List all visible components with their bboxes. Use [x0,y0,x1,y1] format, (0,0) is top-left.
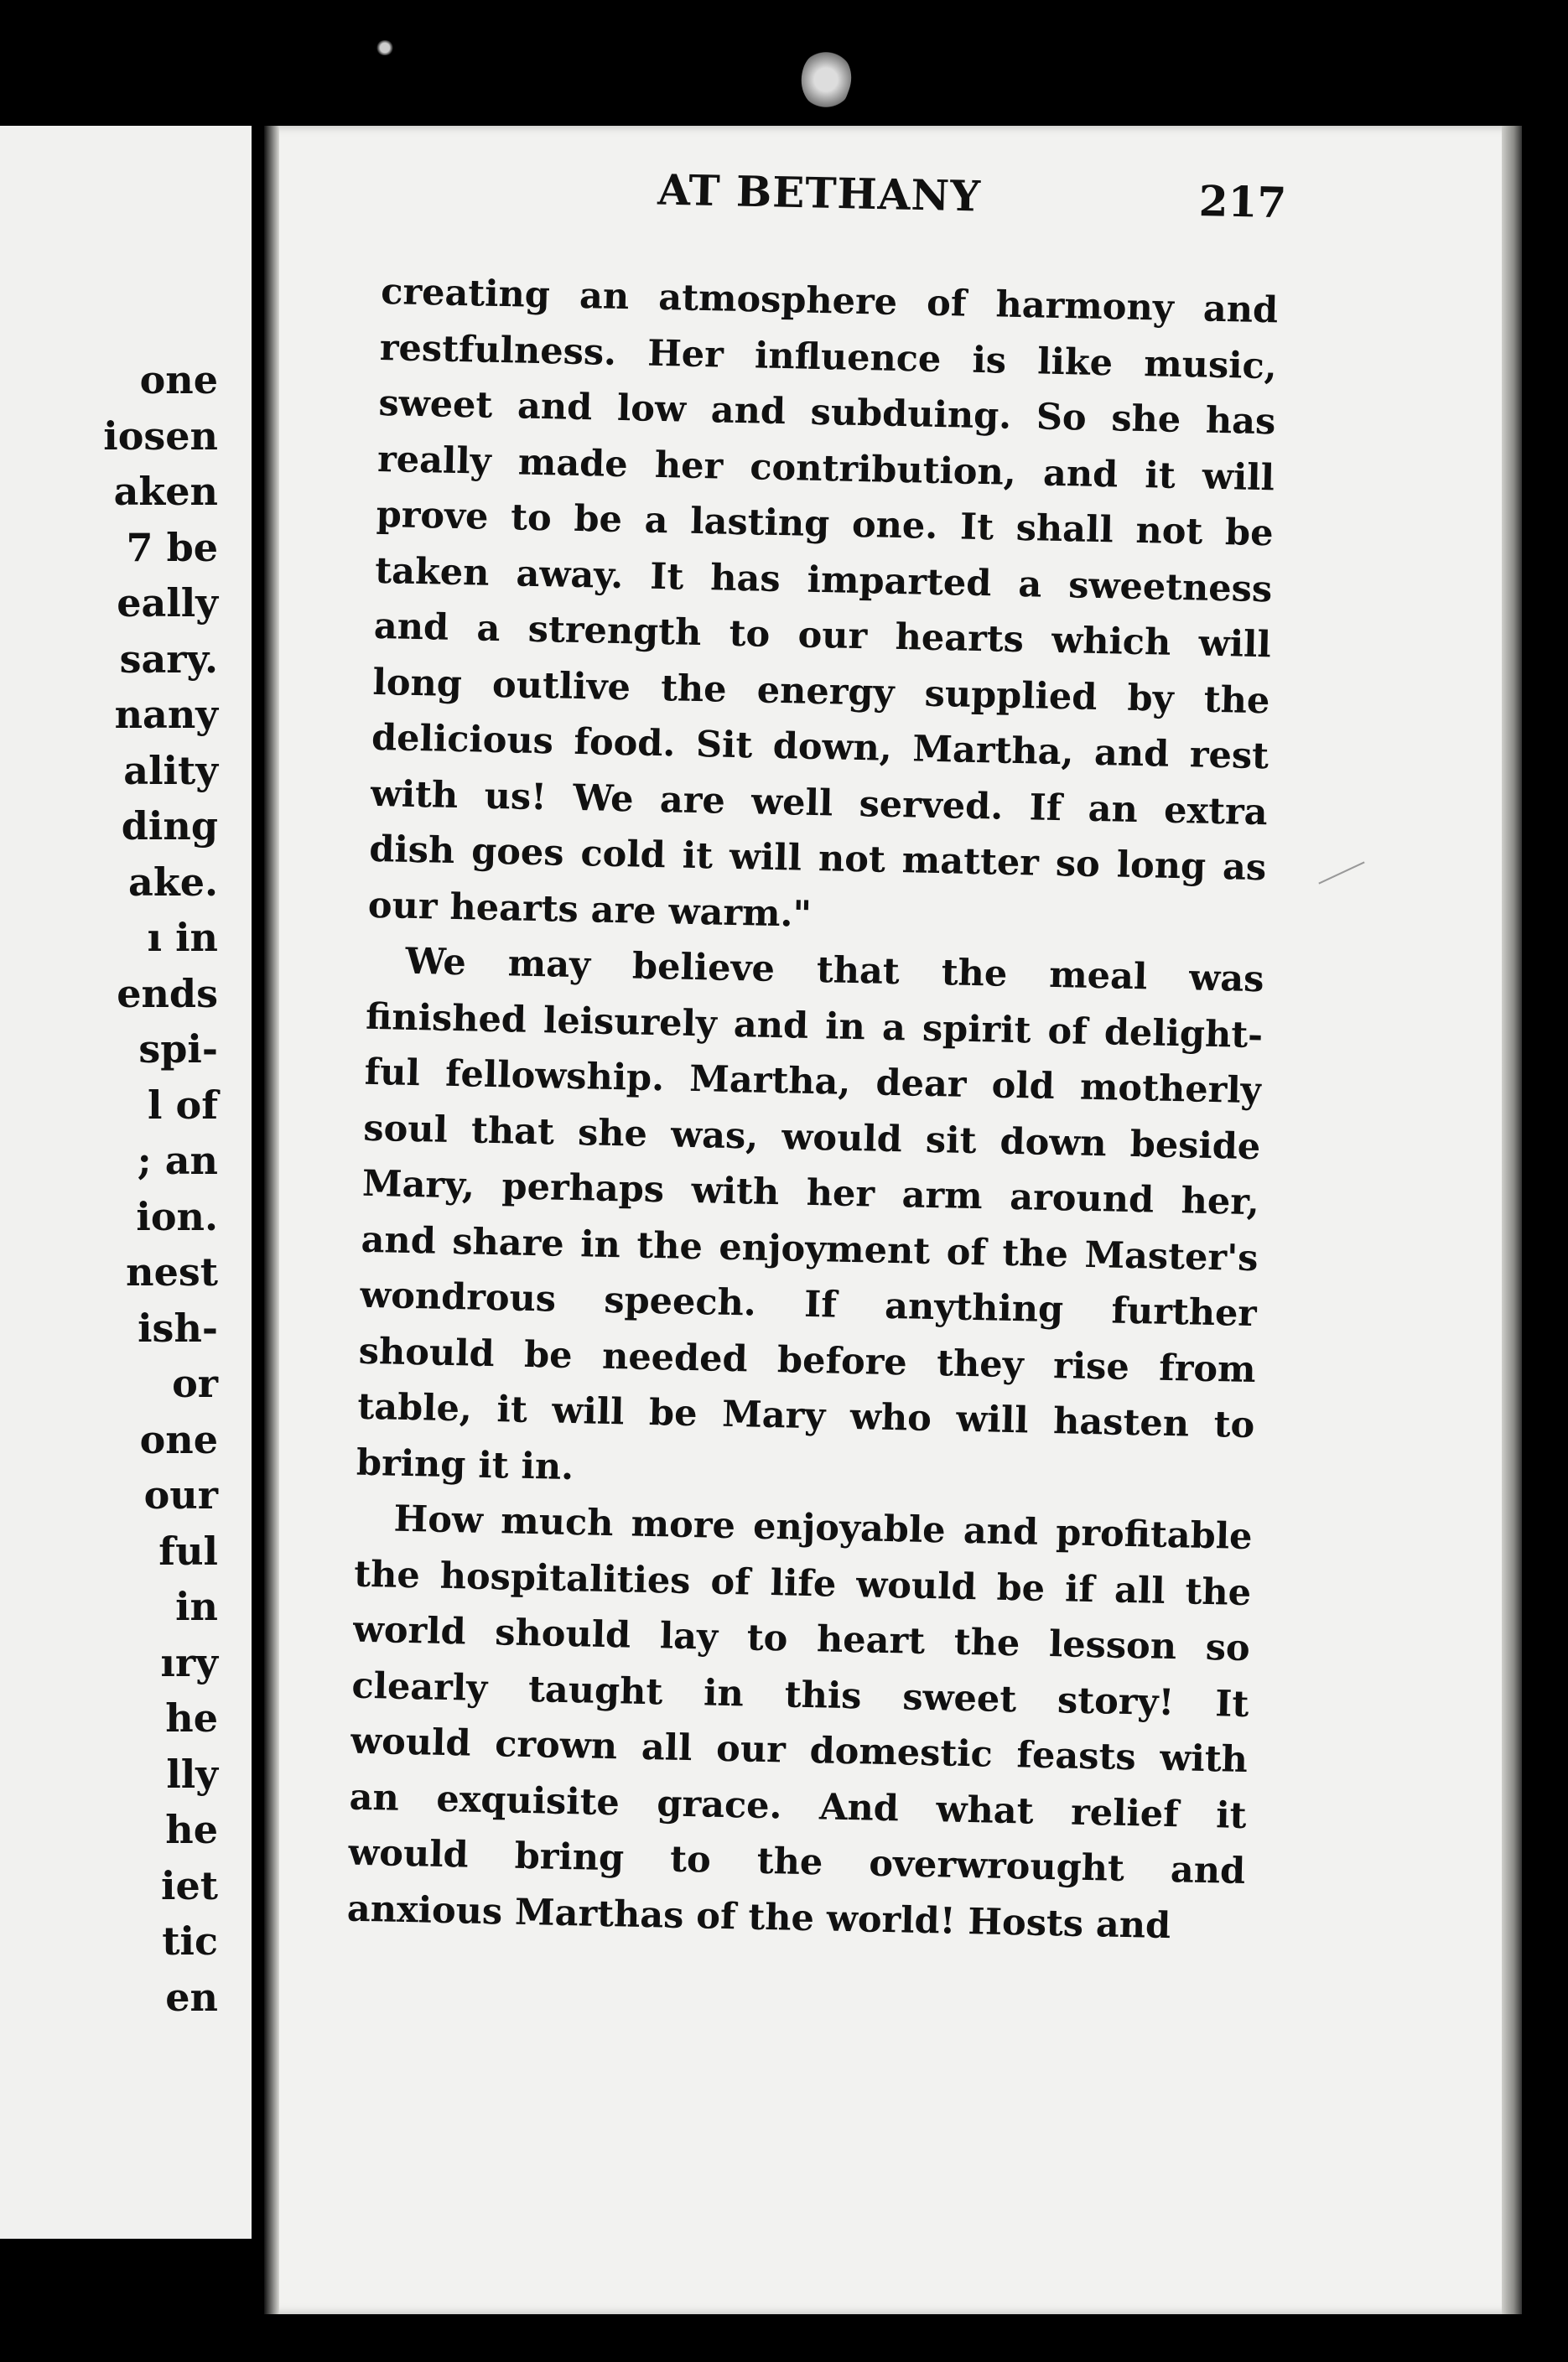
left-page-line: one [139,1416,218,1462]
text-line: clearly taught in this sweet story! It [350,1664,1249,1726]
scan-speck [376,40,394,55]
text-line: table, it will be Mary who will hasten to [356,1385,1255,1447]
left-page-line: iet [161,1862,218,1908]
text-line: world should lay to heart the lesson so [352,1608,1251,1670]
left-page-line: tic [162,1918,218,1964]
text-line: finished leisurely and in a spirit of delight- [365,995,1264,1056]
page-number: 217 [1198,176,1287,228]
left-page-line: ı in [147,915,218,960]
text-line: restfulness. Her influence is like music, [379,326,1278,387]
text-line: creating an atmosphere of harmony and [380,270,1279,332]
paragraph [356,933,1264,1509]
left-page-line: ful [158,1528,218,1574]
left-page-line: en [165,1974,218,2020]
text-line: delicious food. Sit down, Martha, and rest [371,716,1269,778]
left-page-line: nany [114,692,218,737]
left-page-line: ion. [136,1193,218,1239]
text-line: really made her contribution, and it will [376,438,1275,499]
left-page-line: ish- [138,1305,218,1351]
left-page-line: ding [121,803,218,849]
text-line: would bring to the overwrought and [347,1831,1246,1892]
text-line: should be needed before they rise from [358,1330,1257,1391]
left-page-line: ıry [160,1639,218,1685]
text-line: wondrous speech. If anything further [359,1274,1258,1336]
left-page-line: ; an [137,1138,218,1183]
paragraph [346,1491,1253,1955]
left-facing-page [0,126,252,2239]
left-page-line: he [165,1807,218,1852]
left-page-text [0,352,218,2025]
text-line: prove to be a lasting one. It shall not be [376,493,1275,555]
paragraph [367,264,1278,952]
text-line: the hospitalities of life would be if all the [353,1553,1252,1614]
page-gutter [264,126,279,2314]
running-head: AT BETHANY [657,164,982,221]
text-line: Mary, perhaps with her arm around her, [361,1162,1260,1224]
left-page-line: or [172,1361,218,1406]
text-line: our hearts are warm." [367,884,813,936]
text-line: bring it in. [356,1441,574,1488]
left-page-line: l of [148,1082,218,1128]
text-line: anxious Marthas of the world! Hosts and [346,1887,1171,1947]
left-page-line: in [175,1584,218,1629]
left-page-line: ality [123,747,218,793]
body-text [346,264,1279,1955]
left-page-line: lly [166,1751,218,1797]
text-line: We may believe that the meal was [405,940,1264,1001]
left-page-line: nest [126,1249,218,1295]
text-line: would crown all our domestic feasts with [350,1720,1249,1782]
text-line: sweet and low and subduing. So she has [378,382,1276,444]
text-line: and a strength to our hearts which will [373,605,1272,667]
left-page-line: one [139,357,218,402]
text-line: taken away. It has imparted a sweetness [374,549,1273,610]
left-page-line: ends [117,970,218,1016]
text-line: with us! We are well served. If an extra [370,772,1269,833]
left-page-line: our [143,1472,218,1518]
left-page-line: iosen [103,413,218,459]
text-line: an exquisite grace. And what relief it [349,1776,1247,1837]
left-page-line: aken [113,469,218,514]
scan-smudge [792,44,859,116]
text-line: and share in the enjoyment of the Master's [361,1218,1259,1280]
text-line: How much more enjoyable and profitable [393,1498,1253,1559]
page-edge [1502,126,1522,2314]
text-line: ful fellowship. Martha, dear old motherly [364,1051,1263,1113]
text-line: dish goes cold it will not matter so long as [368,828,1267,890]
left-page-line: sary. [119,636,218,682]
text-line: long outlive the energy supplied by the [372,661,1270,722]
left-page-line: he [165,1695,218,1741]
left-page-line: 7 be [126,524,218,570]
left-page-line: eally [117,580,218,626]
left-page-line: spi- [138,1026,218,1072]
text-line: soul that she was, would sit down beside [362,1107,1261,1168]
left-page-line: ake. [128,859,218,905]
